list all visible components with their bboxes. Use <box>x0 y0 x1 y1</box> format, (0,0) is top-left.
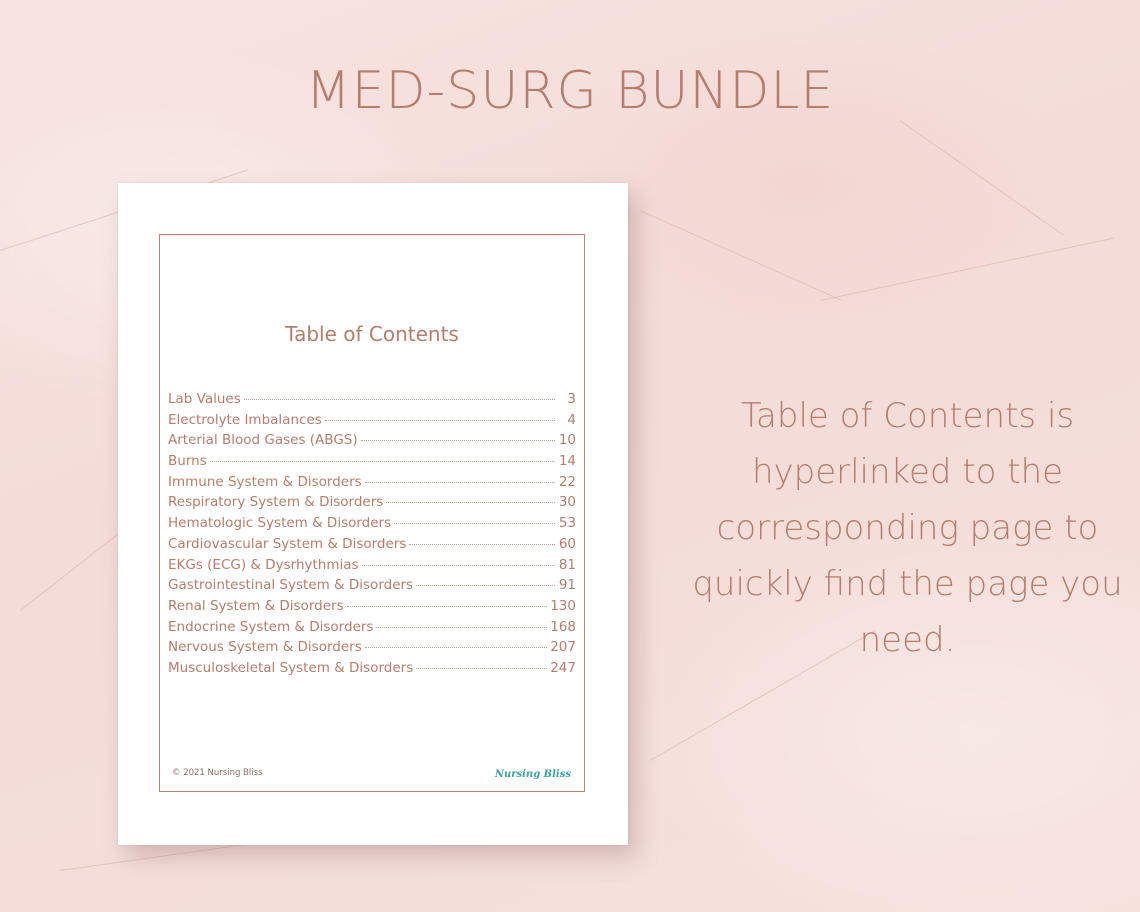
toc-entry-page: 247 <box>550 659 576 676</box>
marble-vein <box>640 210 841 300</box>
toc-dot-leader <box>347 606 548 607</box>
toc-dot-leader <box>365 647 547 648</box>
toc-entry[interactable] <box>168 619 576 640</box>
toc-entry[interactable] <box>168 598 576 619</box>
toc-entry-page: 10 <box>558 432 576 449</box>
toc-dot-leader <box>361 440 555 441</box>
toc-entry-page: 30 <box>558 494 576 511</box>
toc-entry-label: Renal System & Disorders <box>168 597 344 614</box>
toc-entry[interactable] <box>168 660 576 681</box>
brand-logo: Nursing Bliss <box>494 769 571 780</box>
toc-entry-page: 207 <box>550 639 576 656</box>
feature-description: Table of Contents is hyperlinked to the corresponding page to quickly find the page you need. <box>692 396 1123 660</box>
toc-entry[interactable] <box>168 515 576 536</box>
toc-entry[interactable] <box>168 391 576 412</box>
page-border <box>159 234 585 792</box>
toc-entry-label: Electrolyte Imbalances <box>168 411 322 428</box>
toc-entry[interactable] <box>168 412 576 433</box>
copyright-text: © 2021 Nursing Bliss <box>172 768 263 778</box>
toc-dot-leader <box>394 523 555 524</box>
toc-entry-page: 53 <box>558 515 576 532</box>
toc-entry-page: 168 <box>550 618 576 635</box>
toc-entry-page: 22 <box>558 473 576 490</box>
toc-dot-leader <box>365 482 555 483</box>
toc-heading: Table of Contents <box>285 322 459 346</box>
toc-entry-label: Respiratory System & Disorders <box>168 494 384 511</box>
marble-vein <box>820 238 1114 301</box>
toc-entry[interactable] <box>168 453 576 474</box>
toc-entry-label: Nervous System & Disorders <box>168 639 362 656</box>
toc-dot-leader <box>386 502 555 503</box>
toc-dot-leader <box>244 399 555 400</box>
toc-entry[interactable] <box>168 536 576 557</box>
toc-entry-label: Hematologic System & Disorders <box>168 515 392 532</box>
toc-entry-label: Burns <box>168 453 207 470</box>
toc-dot-leader <box>416 585 555 586</box>
toc-dot-leader <box>210 461 555 462</box>
toc-dot-leader <box>362 565 555 566</box>
toc-dot-leader <box>416 668 547 669</box>
toc-entry[interactable] <box>168 639 576 660</box>
toc-entry-label: EKGs (ECG) & Dysrhythmias <box>168 556 359 573</box>
toc-entry-page: 60 <box>558 535 576 552</box>
document-preview <box>118 183 628 845</box>
toc-entry-page: 91 <box>558 577 576 594</box>
toc-list <box>168 391 576 681</box>
toc-entry-page: 14 <box>558 453 576 470</box>
toc-dot-leader <box>409 544 555 545</box>
toc-entry-label: Immune System & Disorders <box>168 473 362 490</box>
toc-entry-page: 130 <box>550 597 576 614</box>
toc-entry-label: Arterial Blood Gases (ABGS) <box>168 432 358 449</box>
toc-entry-label: Musculoskeletal System & Disorders <box>168 659 414 676</box>
marble-vein <box>20 524 131 611</box>
toc-entry[interactable] <box>168 577 576 598</box>
toc-entry-page: 3 <box>567 391 576 407</box>
toc-entry[interactable] <box>168 474 576 495</box>
marble-vein <box>899 120 1063 236</box>
toc-entry[interactable] <box>168 432 576 453</box>
toc-entry-label: Gastrointestinal System & Disorders <box>168 577 414 594</box>
toc-entry-page: 4 <box>567 411 576 428</box>
toc-entry-label: Endocrine System & Disorders <box>168 618 374 635</box>
toc-entry-label: Lab Values <box>168 391 241 407</box>
toc-dot-leader <box>376 627 547 628</box>
page-title: MED-SURG BUNDLE <box>305 61 835 121</box>
toc-entry-page: 81 <box>558 556 576 573</box>
toc-entry[interactable] <box>168 557 576 578</box>
toc-entry[interactable] <box>168 494 576 515</box>
toc-dot-leader <box>325 420 555 421</box>
toc-entry-label: Cardiovascular System & Disorders <box>168 535 407 552</box>
